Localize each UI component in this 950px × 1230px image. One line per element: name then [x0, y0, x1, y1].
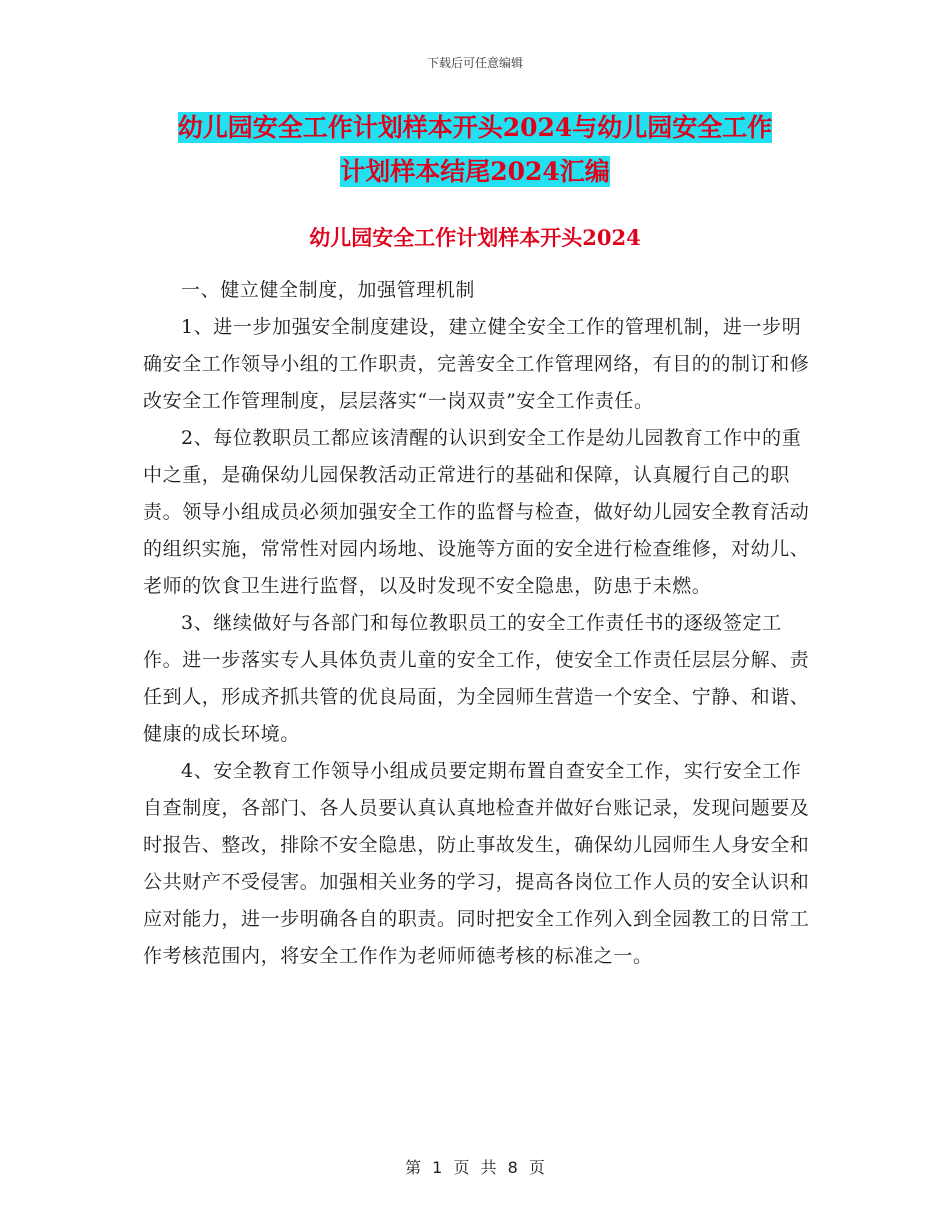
page-footer: 第 1 页 共 8 页: [405, 1158, 545, 1177]
paragraph: 2、每位教职员工都应该清醒的认识到安全工作是幼儿园教育工作中的重中之重，是确保幼儿园保教活动正常进行的基础和保障，认真履行自己的职责。领导小组成员必须加强安全工作的监督与检查，做好幼儿园安全教育活动的组织实施，常常性对园内场地、设施等方面的安全进行检查维修，对幼儿、老师的饮食卫生进行监督，以及时发现不安全隐患，防患于未燃。: [143, 427, 810, 597]
page-header: 下载后可任意编辑: [426, 56, 523, 70]
title-line-2: 计划样本结尾2024汇编: [340, 157, 610, 186]
document-body: [143, 272, 811, 975]
paragraph: 1、进一步加强安全制度建设，建立健全安全工作的管理机制，进一步明确安全工作领导小组的工作职责，完善安全工作管理网络，有目的的制订和修改安全工作管理制度，层层落实“一岗双责”安全工作责任。: [143, 316, 810, 412]
document-title: [0, 106, 950, 194]
paragraph: 4、安全教育工作领导小组成员要定期布置自查安全工作，实行安全工作自查制度，各部门、各人员要认真认真地检查并做好台账记录，发现问题要及时报告、整改，排除不安全隐患，防止事故发生，确保幼儿园师生人身安全和公共财产不受侵害。加强相关业务的学习，提高各岗位工作人员的安全认识和应对能力，进一步明确各自的职责。同时把安全工作列入到全园教工的日常工作考核范围内，将安全工作作为老师师德考核的标准之一。: [143, 760, 810, 967]
title-line-1: 幼儿园安全工作计划样本开头2024与幼儿园安全工作: [177, 113, 773, 142]
paragraph: 3、继续做好与各部门和每位教职员工的安全工作责任书的逐级签定工作。进一步落实专人具体负责儿童的安全工作，使安全工作责任层层分解、责任到人，形成齐抓共管的优良局面，为全园师生营造一个安全、宁静、和谐、健康的成长环境。: [143, 612, 810, 745]
paragraph-heading: 一、健立健全制度，加强管理机制: [181, 279, 476, 301]
section-title: 幼儿园安全工作计划样本开头2024: [309, 225, 641, 250]
